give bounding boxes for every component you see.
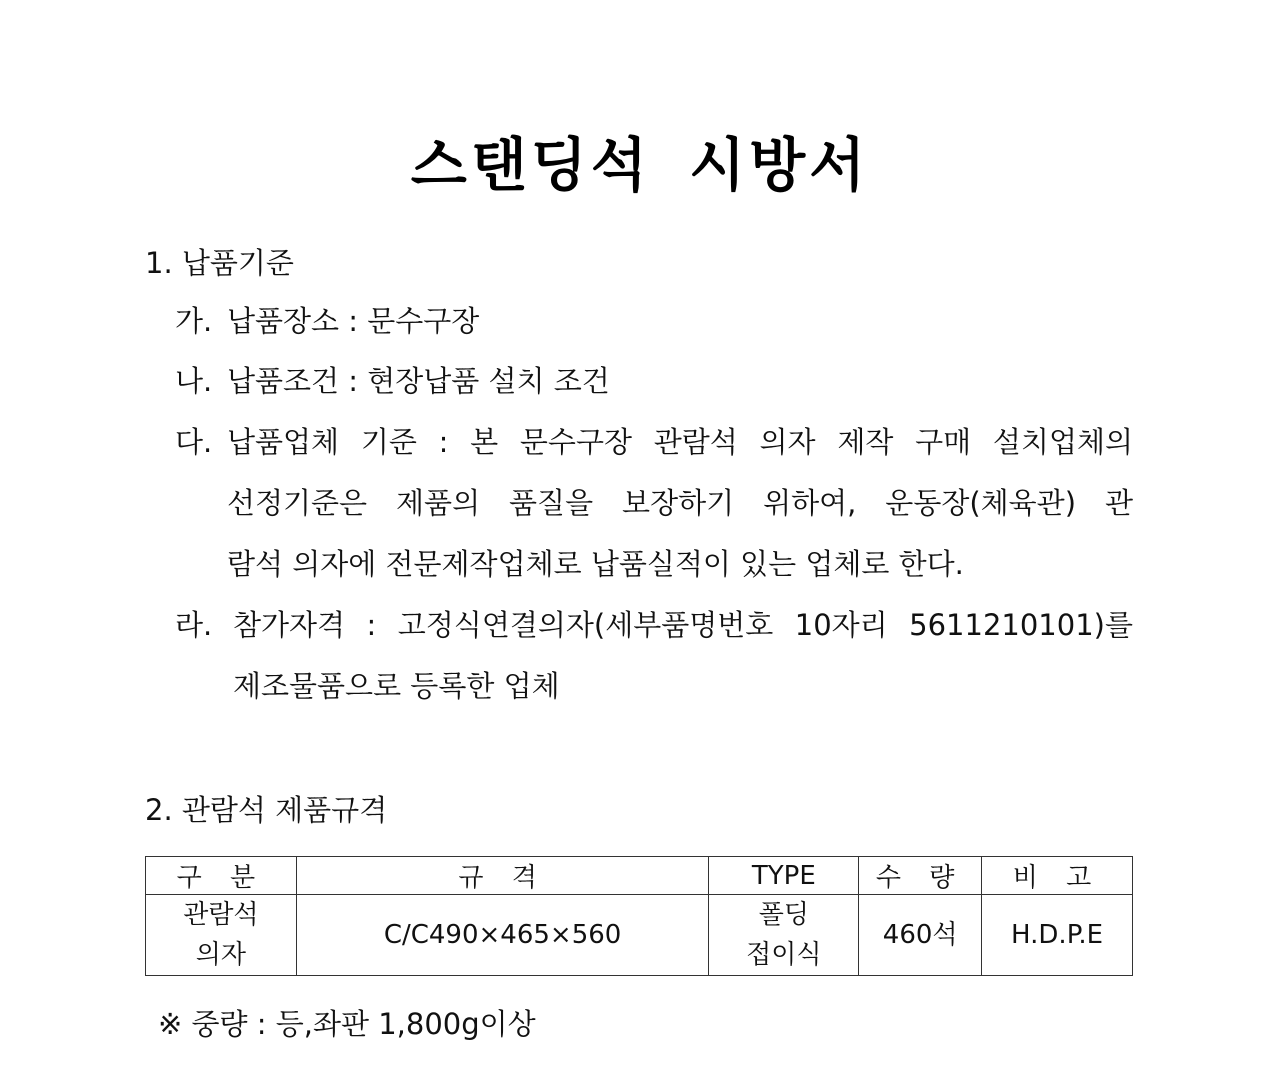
list-marker: 다. xyxy=(175,425,213,459)
table-cell-quantity: 460석 xyxy=(859,895,982,976)
cell-line: 관람석 xyxy=(183,900,259,930)
spec-table xyxy=(145,856,1133,976)
text-line: 제조물품으로 등록한 업체 xyxy=(233,669,560,703)
list-marker: 나. xyxy=(175,364,213,398)
section-heading-delivery-criteria: 1. 납품기준 xyxy=(145,246,294,280)
table-header-type: TYPE xyxy=(709,857,859,895)
weight-note: ※ 중량 : 등,좌판 1,800g이상 xyxy=(158,1007,536,1041)
list-item-delivery-condition xyxy=(175,361,1133,401)
list-marker: 가. xyxy=(175,304,213,338)
list-item-qualification xyxy=(175,595,1133,717)
list-item-vendor-criteria xyxy=(175,412,1133,595)
table-header-division: 구 분 xyxy=(146,857,297,895)
text-line: 람석 의자에 전문제작업체로 납품실적이 있는 업체로 한다. xyxy=(227,547,964,581)
list-item-text xyxy=(227,412,1133,595)
table-cell-remark: H.D.P.E xyxy=(982,895,1133,976)
table-header-spec: 규 격 xyxy=(296,857,709,895)
section-heading-product-spec: 2. 관람석 제품규격 xyxy=(145,793,388,827)
list-marker: 라. xyxy=(175,608,213,642)
list-item-delivery-place xyxy=(175,301,1133,341)
text-line: 참가자격 : 고정식연결의자(세부품명번호 10자리 5611210101)를 xyxy=(233,608,1133,642)
cell-line: 의자 xyxy=(195,940,246,970)
table-cell-division xyxy=(146,895,297,976)
list-item-text: 납품장소 : 문수구장 xyxy=(227,304,480,338)
table-header-quantity: 수 량 xyxy=(859,857,982,895)
text-line: 납품업체 기준 : 본 문수구장 관람석 의자 제작 구매 설치업체의 xyxy=(227,425,1133,459)
table-row xyxy=(146,895,1133,976)
cell-line: 접이식 xyxy=(746,940,822,970)
list-item-text: 납품조건 : 현장납품 설치 조건 xyxy=(227,364,610,398)
text-line: 선정기준은 제품의 품질을 보장하기 위하여, 운동장(체육관) 관 xyxy=(227,486,1133,520)
document-title: 스탠딩석 시방서 xyxy=(410,131,870,199)
table-header-row xyxy=(146,857,1133,895)
list-item-text xyxy=(233,595,1133,717)
table-cell-type xyxy=(709,895,859,976)
table-cell-spec: C/C490×465×560 xyxy=(296,895,709,976)
table-header-remark: 비 고 xyxy=(982,857,1133,895)
cell-line: 폴딩 xyxy=(758,900,809,930)
